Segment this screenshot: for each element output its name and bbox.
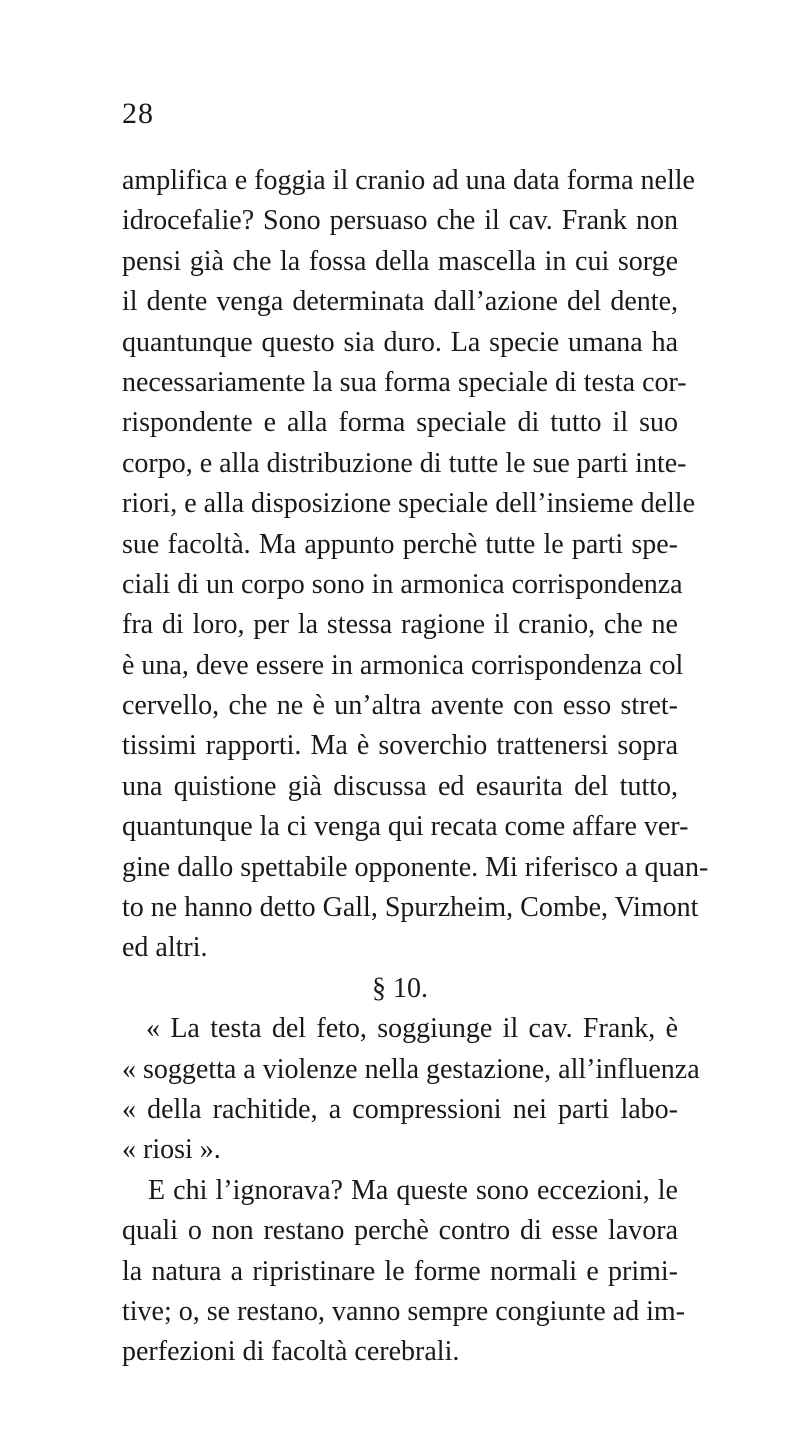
body-text [122, 161, 709, 1373]
text-line: una quistione già discussa ed esaurita del tutto, [122, 770, 678, 802]
text-line: sue facoltà. Ma appunto perchè tutte le parti spe- [122, 528, 678, 560]
text-line: gine dallo spettabile opponente. Mi riferisco a quan- [122, 851, 709, 883]
quote-line: « della rachitide, a compressioni nei parti labo- [122, 1093, 678, 1125]
text-line: riori, e alla disposizione speciale dell’insieme delle [122, 488, 696, 520]
quote-line: « soggetta a violenze nella gestazione, all’influenza [122, 1053, 700, 1085]
text-line: rispondente e alla forma speciale di tutto il suo [122, 407, 678, 439]
text-line: quantunque questo sia duro. La specie umana ha [122, 326, 678, 358]
text-line: tissimi rapporti. Ma è soverchio trattenersi sopra [122, 730, 678, 762]
text-line: quantunque la ci venga qui recata come affare ver- [122, 811, 689, 843]
quote-line: « riosi ». [122, 1134, 221, 1166]
text-line: ciali di un corpo sono in armonica corrispondenza [122, 568, 683, 600]
text-line: è una, deve essere in armonica corrispondenza col [122, 649, 684, 681]
text-line: pensi già che la fossa della mascella in cui sorge [122, 245, 678, 277]
page-number: 28 [122, 97, 154, 130]
text-line: la natura a ripristinare le forme normali e primi- [122, 1255, 678, 1287]
text-line: idrocefalie? Sono persuaso che il cav. Frank non [122, 205, 678, 237]
text-line: to ne hanno detto Gall, Spurzheim, Combe, Vimont [122, 892, 699, 924]
text-line: necessariamente la sua forma speciale di testa cor- [122, 366, 687, 398]
text-line: fra di loro, per la stessa ragione il cranio, che ne [122, 609, 678, 641]
section-heading: § 10. [372, 972, 428, 1004]
text-line: quali o non restano perchè contro di esse lavora [122, 1215, 678, 1247]
text-line: perfezioni di facoltà cerebrali. [122, 1336, 460, 1368]
quote-line: « La testa del feto, soggiunge il cav. Frank, è [146, 1013, 678, 1045]
text-line: corpo, e alla distribuzione di tutte le sue parti inte- [122, 447, 687, 479]
text-line: cervello, che ne è un’altra avente con esso stret- [122, 690, 678, 722]
text-line: ed altri. [122, 932, 208, 964]
text-line: il dente venga determinata dall’azione del dente, [122, 286, 678, 318]
text-line: E chi l’ignorava? Ma queste sono eccezioni, le [148, 1174, 678, 1206]
text-line: amplifica e foggia il cranio ad una data forma nelle [122, 165, 695, 196]
text-line: tive; o, se restano, vanno sempre congiunte ad im- [122, 1295, 685, 1327]
